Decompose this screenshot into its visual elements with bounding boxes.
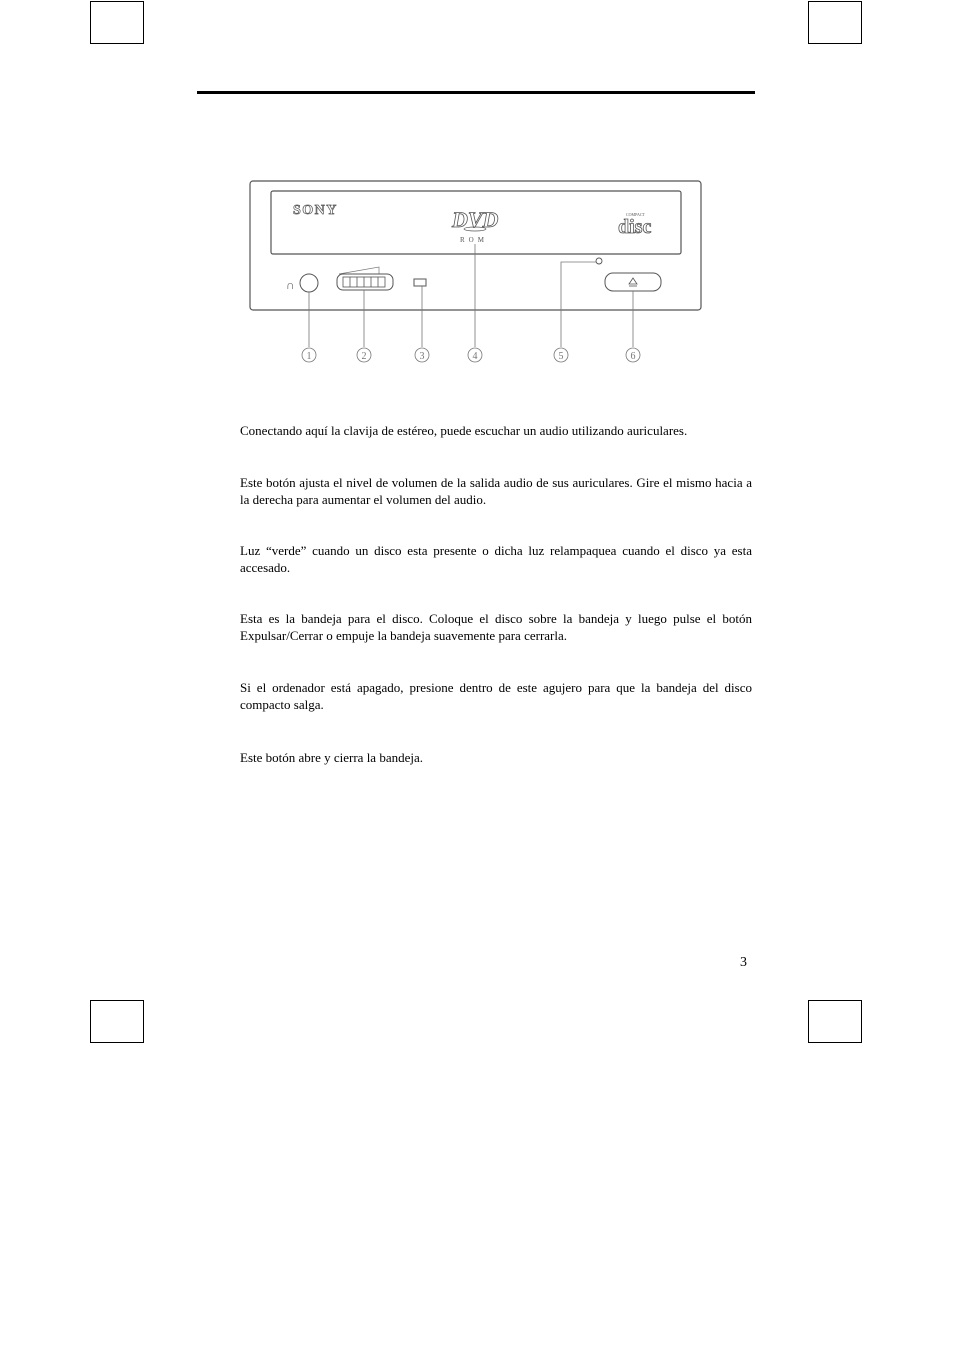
headphone-jack	[300, 274, 318, 292]
crop-mark-top-left	[90, 1, 144, 44]
page-number: 3	[740, 955, 747, 970]
callout-4-label: 4	[472, 351, 478, 362]
cd-logo: disc	[618, 216, 652, 238]
paragraph-headphone-jack: Conectando aquí la clavija de estéreo, puede escuchar un audio utilizando auriculares.	[240, 423, 688, 438]
paragraph-busy-indicator: Luz “verde” cuando un disco esta presente o dicha luz relampaquea cuando el disco ya esta accesado.	[240, 543, 752, 575]
callout-6-label: 6	[630, 351, 636, 362]
crop-mark-bottom-left	[90, 1000, 144, 1043]
busy-indicator-led	[414, 279, 426, 286]
callout-1-label: 1	[306, 351, 312, 362]
callout-5-label: 5	[558, 351, 564, 362]
crop-mark-bottom-right	[808, 1000, 862, 1043]
emergency-eject-hole	[596, 258, 602, 264]
header-rule	[197, 91, 755, 94]
paragraph-volume-control: Este botón ajusta el nivel de volumen de la salida audio de sus auriculares. Gire el mismo hacia a la derecha para aumentar el volumen del audio.	[240, 475, 752, 507]
callout-3-label: 3	[419, 351, 425, 362]
cd-logo-top: COMPACT	[626, 212, 645, 217]
paragraph-emergency-eject: Si el ordenador está apagado, presione dentro de este agujero para que la bandeja del disco compacto salga.	[240, 680, 752, 712]
paragraph-eject-button: Este botón abre y cierra la bandeja.	[240, 750, 423, 765]
dvd-logo: DVD	[452, 207, 499, 232]
brand-logo: SONY	[293, 203, 338, 218]
eject-button	[605, 273, 661, 291]
callout-2-label: 2	[361, 351, 367, 362]
headphone-icon: ∩	[286, 278, 295, 292]
dvd-logo-sub: ROM	[460, 236, 488, 244]
drive-front-panel-diagram	[240, 170, 720, 380]
crop-mark-top-right	[808, 1, 862, 44]
paragraph-disc-tray: Esta es la bandeja para el disco. Coloque el disco sobre la bandeja y luego pulse el botón Expulsar/Cerrar o empuje la bandeja suavemente para cerrarla.	[240, 611, 752, 643]
